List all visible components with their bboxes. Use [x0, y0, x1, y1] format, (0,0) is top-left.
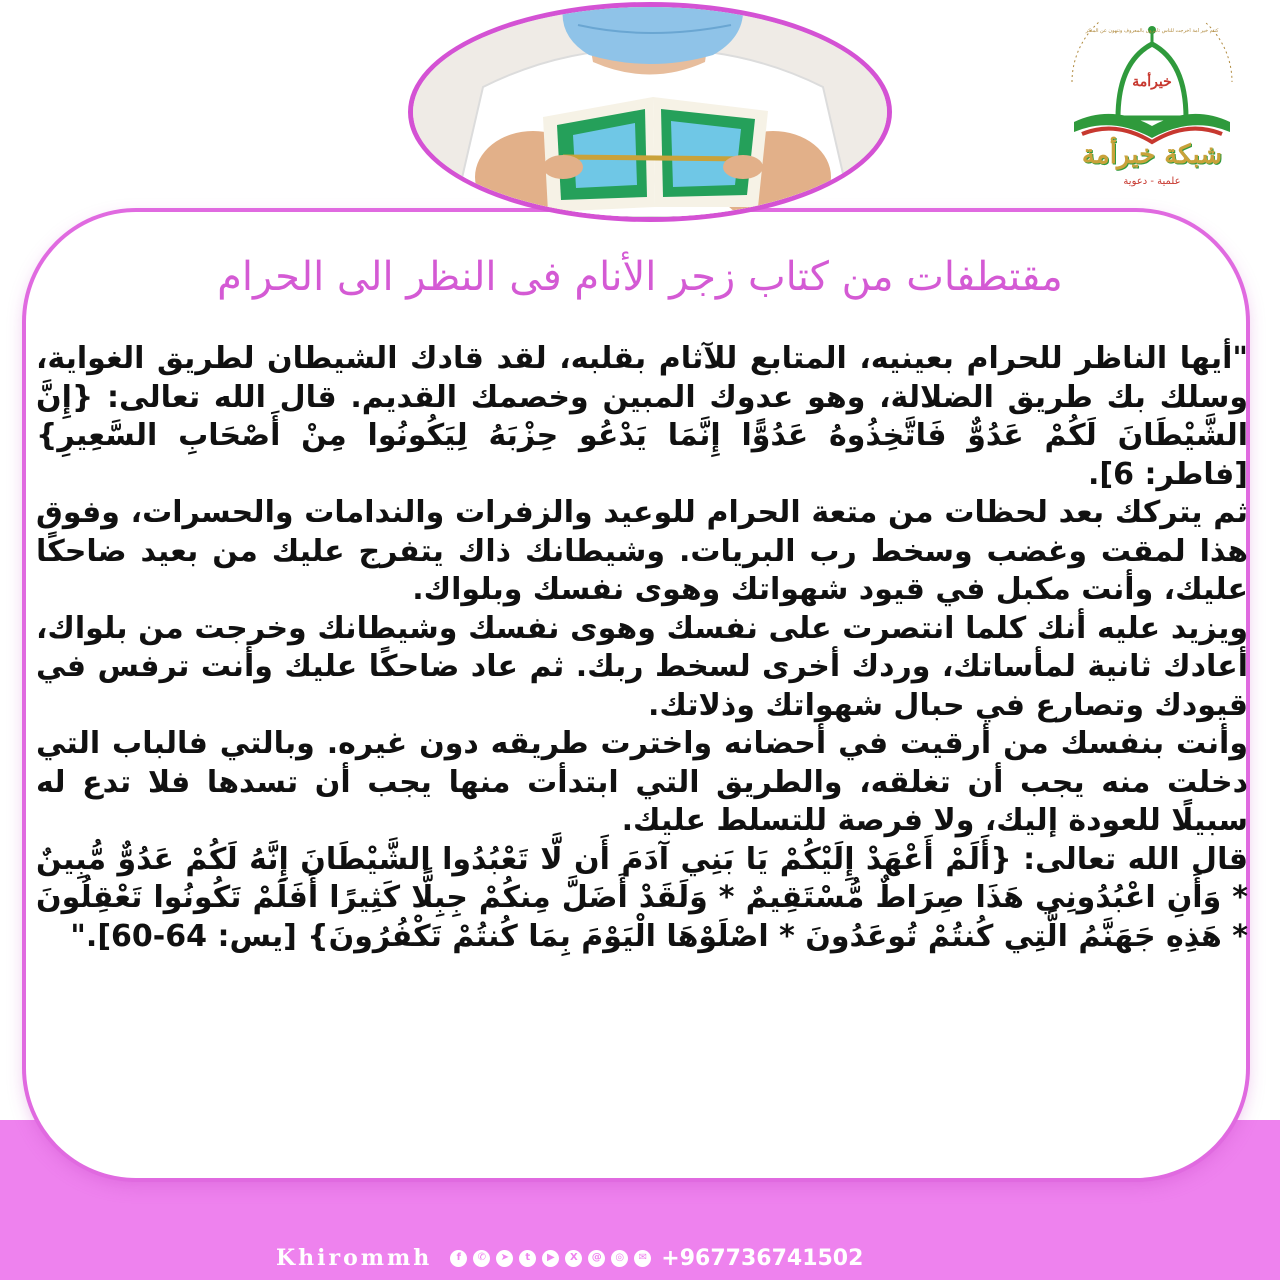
- footer-brand: Khirommh: [276, 1245, 433, 1271]
- paragraph-1: "أيها الناظر للحرام بعينيه، المتابع للآثام بقلبه، لقد قادك الشيطان لطريق الغواية، وسلك بك طريق الضلالة، وهو عدوك المبين وخصمك القديم. قال الله تعالى: {إِنَّ الشَّيْطَانَ لَكُمْ عَدُوٌّ فَاتَّخِذُوهُ عَدُوًّا إِنَّمَا يَدْعُو حِزْبَهُ لِيَكُونُوا مِنْ أَصْحَابِ السَّعِيرِ} [فاطر: 6].: [36, 341, 1248, 492]
- paragraph-5: قال الله تعالى: {أَلَمْ أَعْهَدْ إِلَيْكُمْ يَا بَنِي آدَمَ أَن لَّا تَعْبُدُوا الشَّيْطَانَ إِنَّهُ لَكُمْ عَدُوٌّ مُّبِينٌ * وَأَنِ اعْبُدُونِي هَذَا صِرَاطٌ مُّسْتَقِيمٌ * وَلَقَدْ أَضَلَّ مِنكُمْ جِبِلًّا كَثِيرًا أَفَلَمْ تَكُونُوا تَعْقِلُونَ * هَذِهِ جَهَنَّمُ الَّتِي كُنتُمْ تُوعَدُونَ * اصْلَوْهَا الْيَوْمَ بِمَا كُنتُمْ تَكْفُرُونَ} [يس: 64-60].": [36, 841, 1248, 954]
- email-icon[interactable]: ✉: [634, 1250, 651, 1267]
- paragraph-4: وأنت بنفسك من أرقيت في أحضانه واخترت طريقه دون غيره. وبالتي فالباب التي دخلت منه يجب أن تغلقه، والطريق التي ابتدأت منها يجب أن تسدها فلا تدع له سبيلًا للعودة إليك، ولا فرصة للتسلط عليك.: [36, 726, 1248, 838]
- network-name: شبكة خيرأمة: [1081, 140, 1223, 170]
- header-photo: [408, 2, 892, 222]
- paragraph-2: ثم يتركك بعد لحظات من متعة الحرام للوعيد والزفرات والندامات والحسرات، وفوق هذا لمقت وغضب وسخط رب البريات. وشيطانك ذاك يتفرج عليك من بعيد ضاحكًا عليك، وأنت مكبل في قيود شهواتك وهوى نفسك وبلواك.: [36, 495, 1248, 607]
- logo-arc-text: كنتم خير أمة أخرجت للناس تأمرون بالمعروف وتنهون عن المنكر: [1085, 28, 1219, 34]
- article-body: [36, 340, 1248, 956]
- footer-phone[interactable]: +967736741502: [661, 1245, 864, 1271]
- khair-umma-mosque-book-logo: [1052, 22, 1252, 202]
- footer-bar: [276, 1240, 863, 1276]
- site-logo: [1052, 22, 1252, 202]
- threads-icon[interactable]: @: [588, 1250, 605, 1267]
- instagram-icon[interactable]: ◎: [611, 1250, 628, 1267]
- facebook-icon[interactable]: f: [450, 1250, 467, 1267]
- page-title: مقتطفات من كتاب زجر الأنام فى النظر الى الحرام: [217, 254, 1063, 300]
- telegram-icon[interactable]: ➤: [496, 1250, 513, 1267]
- youtube-icon[interactable]: ▶: [542, 1250, 559, 1267]
- man-reading-quran-photo: [413, 7, 887, 217]
- twitter-icon[interactable]: t: [519, 1250, 536, 1267]
- logo-name: خيرأمة: [1132, 74, 1172, 90]
- whatsapp-icon[interactable]: ✆: [473, 1250, 490, 1267]
- logo-tagline: علمية - دعوية: [1123, 176, 1181, 187]
- paragraph-3: ويزيد عليه أنك كلما انتصرت على نفسك وهوى نفسك وشيطانك وخرجت من بلواك، أعادك ثانية لمأساتك، وردك أخرى لسخط ربك. ثم عاد ضاحكًا عليك وأنت ترفس في قيودك وتصارع في حبال شهواتك وذلاتك.: [36, 610, 1248, 723]
- x-icon[interactable]: X: [565, 1250, 582, 1267]
